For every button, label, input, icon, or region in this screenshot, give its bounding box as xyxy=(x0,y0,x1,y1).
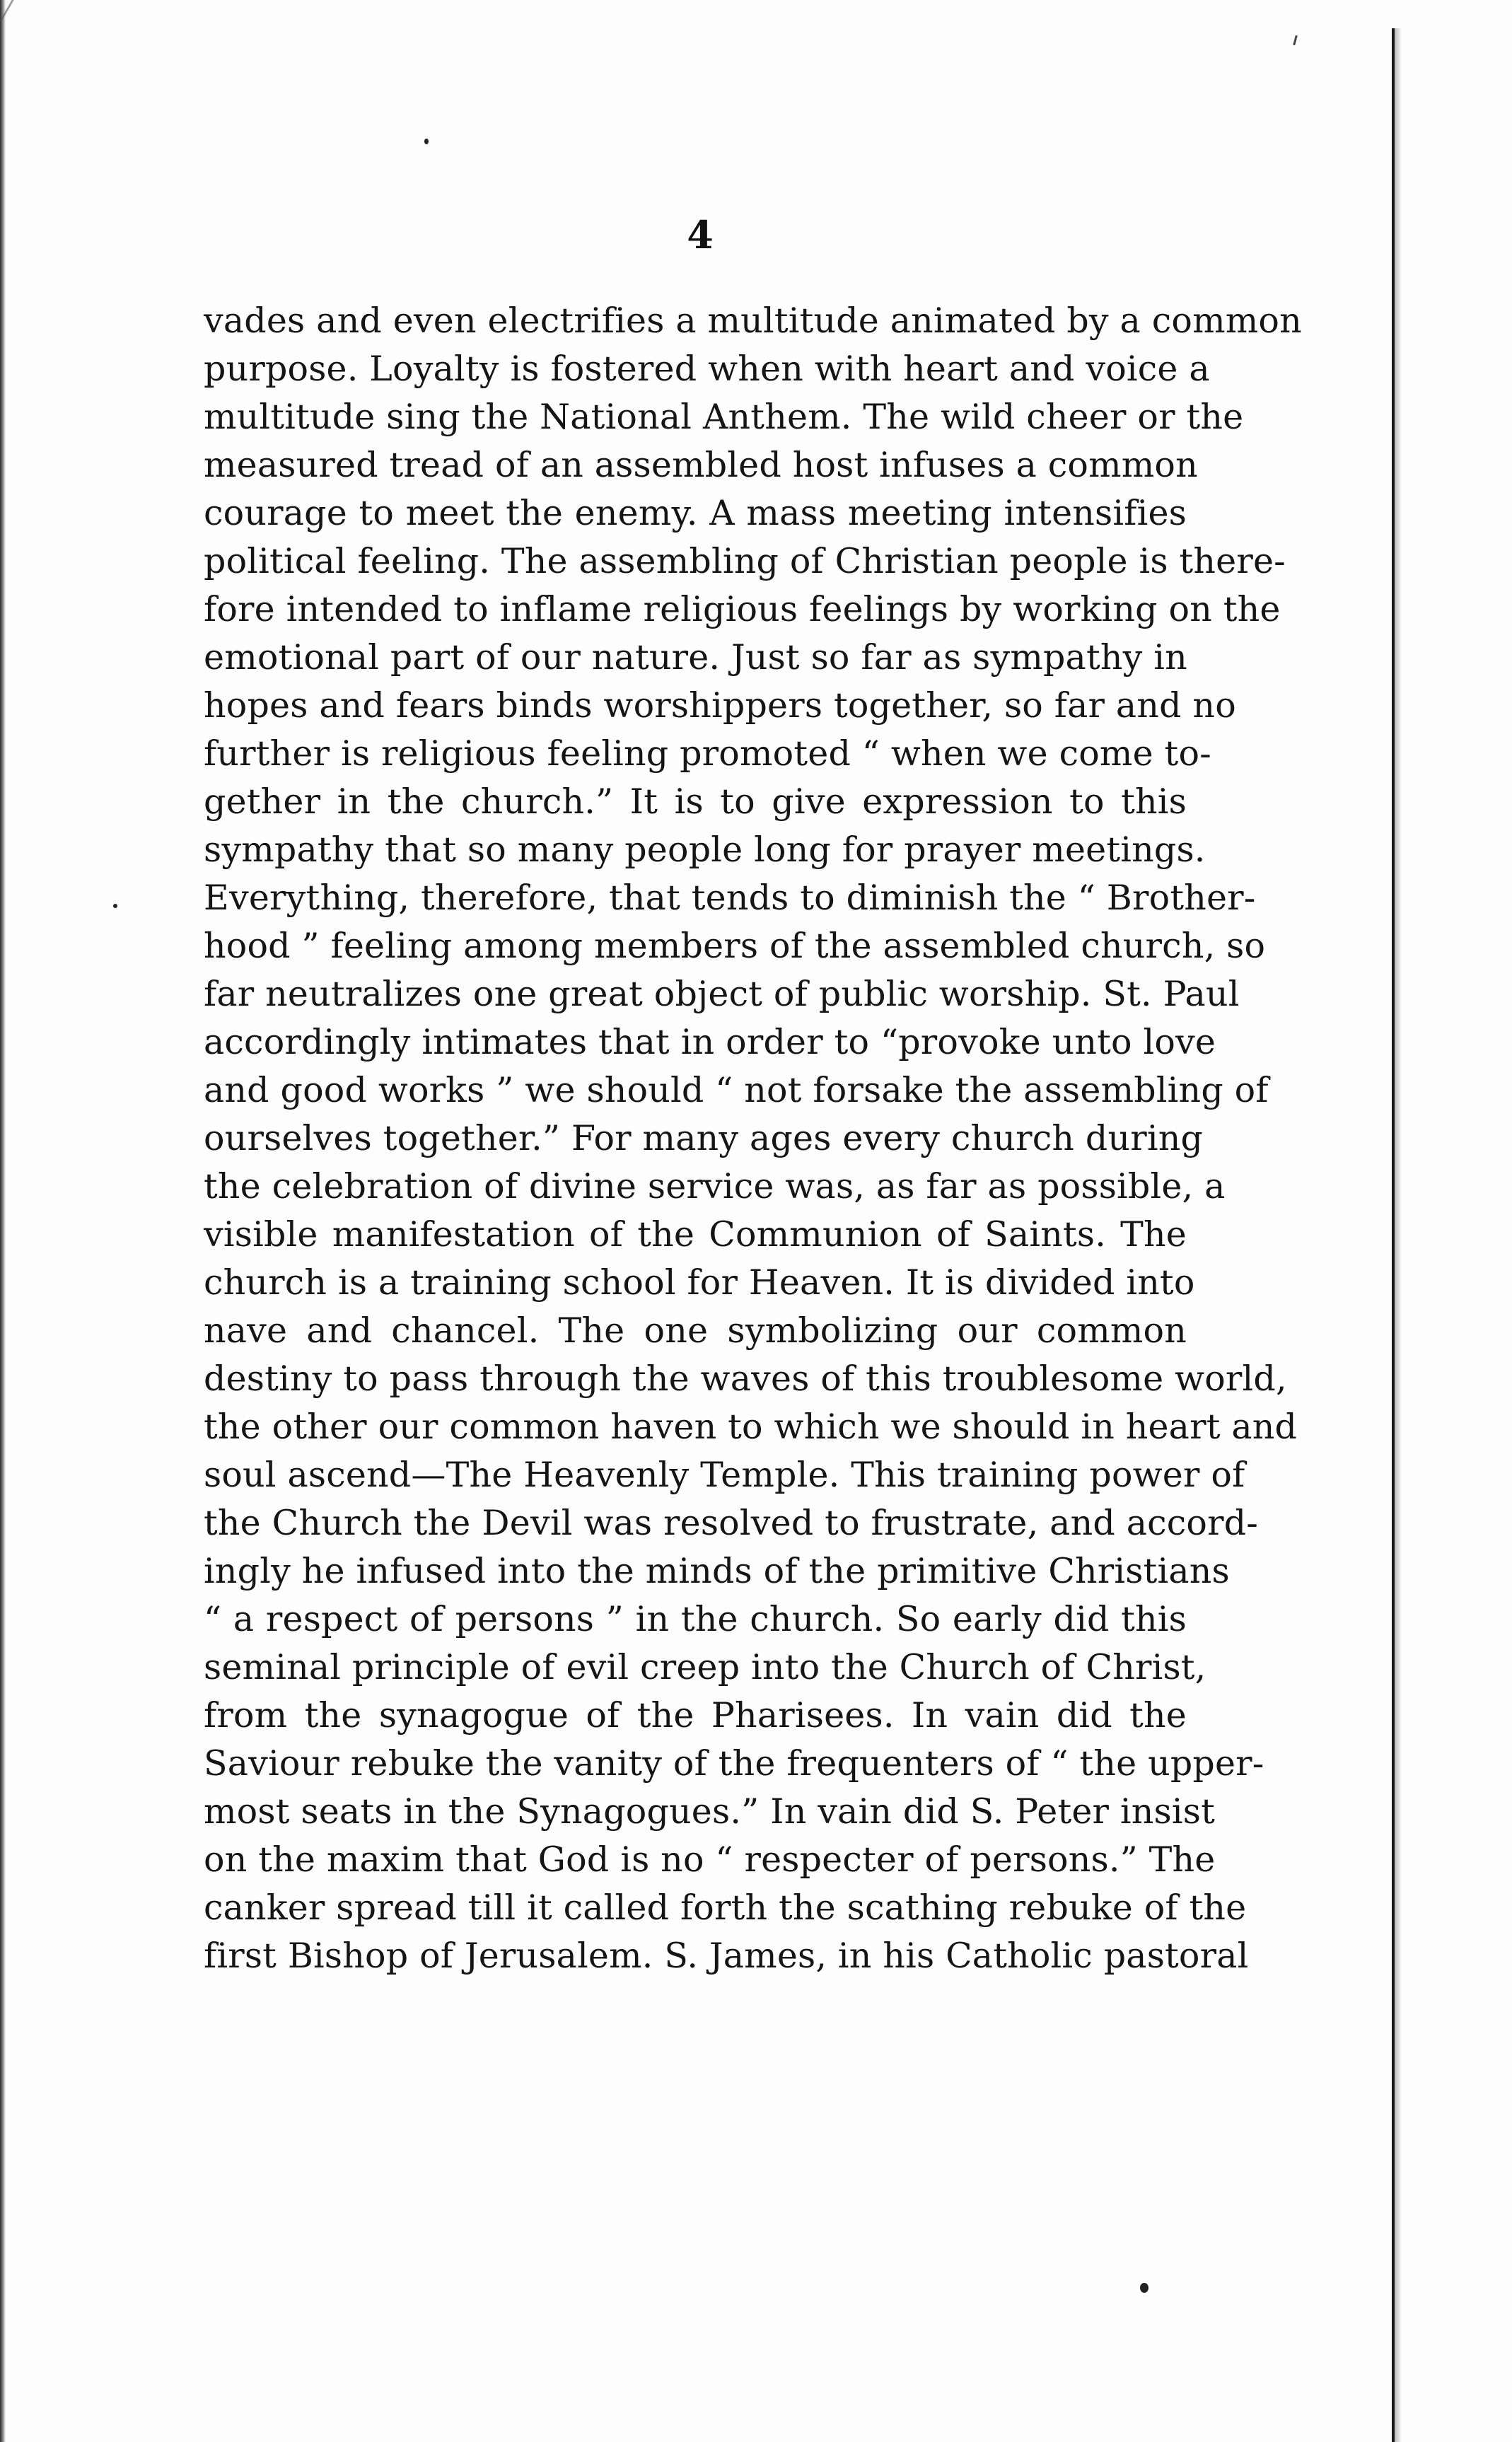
text-line: the celebration of divine service was, as far as possible, a xyxy=(204,1166,1226,1207)
text-line: political feeling. The assembling of Christian people is there- xyxy=(204,541,1286,581)
page-left-edge-shadow xyxy=(0,0,6,2442)
text-line: courage to meet the enemy. A mass meeting intensifies xyxy=(204,493,1187,533)
text-line: and good works ” we should “ not forsake the assembling of xyxy=(204,1070,1269,1110)
text-line: further is religious feeling promoted “ when we come to- xyxy=(204,733,1211,774)
text-line: first Bishop of Jerusalem. S. James, in his Catholic pastoral xyxy=(204,1936,1249,1976)
text-line: vades and even electrifies a multitude animated by a common xyxy=(204,301,1302,341)
scan-speck xyxy=(424,139,429,144)
text-line: seminal principle of evil creep into the Church of Christ, xyxy=(204,1647,1206,1687)
text-line: measured tread of an assembled host infuses a common xyxy=(204,445,1198,485)
scan-corner-mark xyxy=(0,0,42,21)
text-line: Everything, therefore, that tends to diminish the “ Brother- xyxy=(204,878,1256,918)
text-line: destiny to pass through the waves of this troublesome world, xyxy=(204,1359,1287,1399)
text-line: canker spread till it called forth the scathing rebuke of the xyxy=(204,1888,1247,1928)
text-line: sympathy that so many people long for prayer meetings. xyxy=(204,830,1206,870)
text-line: nave and chancel. The one symbolizing our common xyxy=(204,1310,1187,1351)
body-text xyxy=(204,297,1302,1980)
text-line: hood ” feeling among members of the assembled church, so xyxy=(204,926,1266,966)
text-line: the Church the Devil was resolved to frustrate, and accord- xyxy=(204,1503,1259,1543)
text-line: visible manifestation of the Communion of Saints. The xyxy=(204,1214,1187,1255)
text-line: soul ascend—The Heavenly Temple. This training power of xyxy=(204,1455,1245,1495)
page-number: 4 xyxy=(687,212,714,257)
text-line: purpose. Loyalty is fostered when with heart and voice a xyxy=(204,349,1210,389)
text-line: on the maxim that God is no “ respecter of persons.” The xyxy=(204,1839,1216,1880)
text-line: the other our common haven to which we should in heart and xyxy=(204,1407,1298,1447)
text-line: far neutralizes one great object of public worship. St. Paul xyxy=(204,974,1240,1014)
text-line: ourselves together.” For many ages every church during xyxy=(204,1118,1204,1158)
scan-speck xyxy=(1293,35,1298,45)
text-line: Saviour rebuke the vanity of the frequenters of “ the upper- xyxy=(204,1743,1264,1784)
page-right-border-shadow xyxy=(1395,28,1402,2442)
text-line: from the synagogue of the Pharisees. In vain did the xyxy=(204,1695,1187,1735)
text-line: hopes and fears binds worshippers together, so far and no xyxy=(204,685,1236,726)
text-line: fore intended to inflame religious feelings by working on the xyxy=(204,589,1281,629)
scan-speck xyxy=(1140,2283,1148,2293)
text-line: “ a respect of persons ” in the church. So early did this xyxy=(204,1599,1187,1639)
text-line: ingly he infused into the minds of the primitive Christians xyxy=(204,1551,1230,1591)
text-line: emotional part of our nature. Just so far as sympathy in xyxy=(204,637,1187,678)
text-line: church is a training school for Heaven. It is divided into xyxy=(204,1262,1195,1303)
text-line: gether in the church.” It is to give expression to this xyxy=(204,781,1187,822)
scan-speck xyxy=(113,904,117,908)
text-line: multitude sing the National Anthem. The wild cheer or the xyxy=(204,397,1244,437)
text-line: accordingly intimates that in order to “provoke unto love xyxy=(204,1022,1216,1062)
text-line: most seats in the Synagogues.” In vain did S. Peter insist xyxy=(204,1791,1216,1832)
